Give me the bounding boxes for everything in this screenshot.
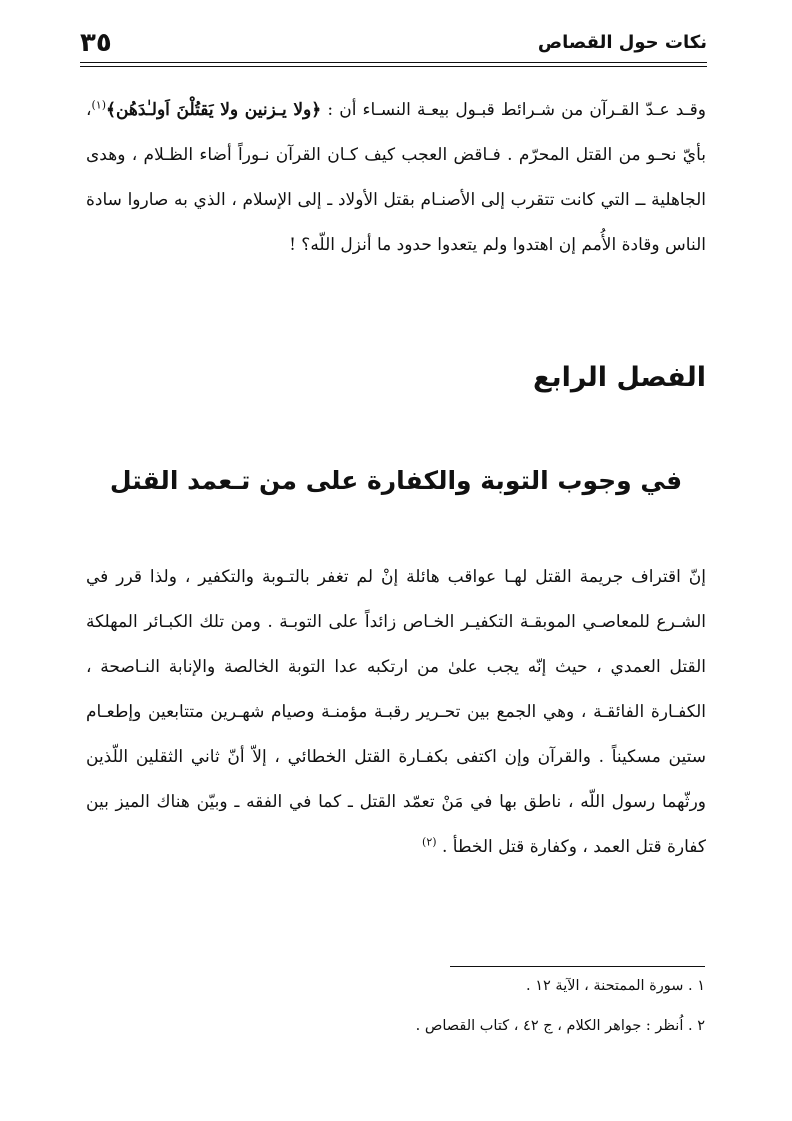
paragraph-2 [86,555,706,870]
footnote-marker-1: (١) [91,98,107,112]
paragraph-1-text-after: ، بأيّ نحـو من القتل المحرّم . فـاقض العجب كيف كـان القرآن نـوراً أضاء الظـلام ، وهدى الجاهلية ــ التي كانت تتقرب إلى الأصنـام بقتل الأولاد ـ إلى الإسلام ، الذي به صاروا سادة الناس وقادة الأُمم إن اهتدوا ولم يتعدوا حدود ما أنزل اللّه؟ ! [86,100,706,255]
running-title: نكات حول القصاص [537,32,707,53]
footnote-2: ٢ . اُنظر : جواهر الكلام ، ج ٤٢ ، كتاب القصاص . [415,1018,705,1034]
chapter-title: الفصل الرابع [533,362,706,393]
header-rule-thick [80,62,707,63]
paragraph-1-text-before: وقـد عـدّ القـرآن من شـرائط قبـول بيعـة النسـاء أن : [321,100,706,120]
footnote-rule [450,966,705,967]
page-header [80,28,707,58]
section-title: في وجوب التوبة والكفارة على من تـعمد القتل [109,466,683,495]
quran-quote: ﴿ولا يـزنين ولا يَقتُلْنَ اَولـٰدَهُن﴾ [106,100,322,120]
page-number: ٣٥ [80,28,112,58]
footnote-marker-2: (٢) [422,835,437,849]
paragraph-1 [86,88,706,268]
header-rule-thin [80,66,707,67]
paragraph-2-text: إنّ اقتراف جريمة القتل لهـا عواقب هائلة إنْ لم تغفر بالتـوبة والتكفير ، ولذا قرر في الشـرع للمعاصـي الموبقـة التكفيـر الخـاص زائداً على التوبـة . ومن تلك الكبـائر المهلكة القتل العمدي ، حيث إنّه يجب علىٰ من ارتكبه عدا التوبة الخالصة والإنابة النـاصحة ، الكفـارة الفائقـة ، وهي الجمع بين تحـرير رقبـة مؤمنـة وصيام شهـرين متتابعين وإطعـام ستين مسكيناً . والقرآن وإن اكتفى بكفـارة القتل الخطائي ، إلاّ أنّ ثاني الثقلين اللّذين ورثّهما رسول اللّه ، ناطق بها في مَنْ تعمّد القتل ـ كما في الفقه ـ وبيّن هناك الميز بين كفارة قتل العمد ، وكفارة قتل الخطأ . [86,567,706,857]
footnote-1: ١ . سورة الممتحنة ، الآية ١٢ . [526,978,705,994]
